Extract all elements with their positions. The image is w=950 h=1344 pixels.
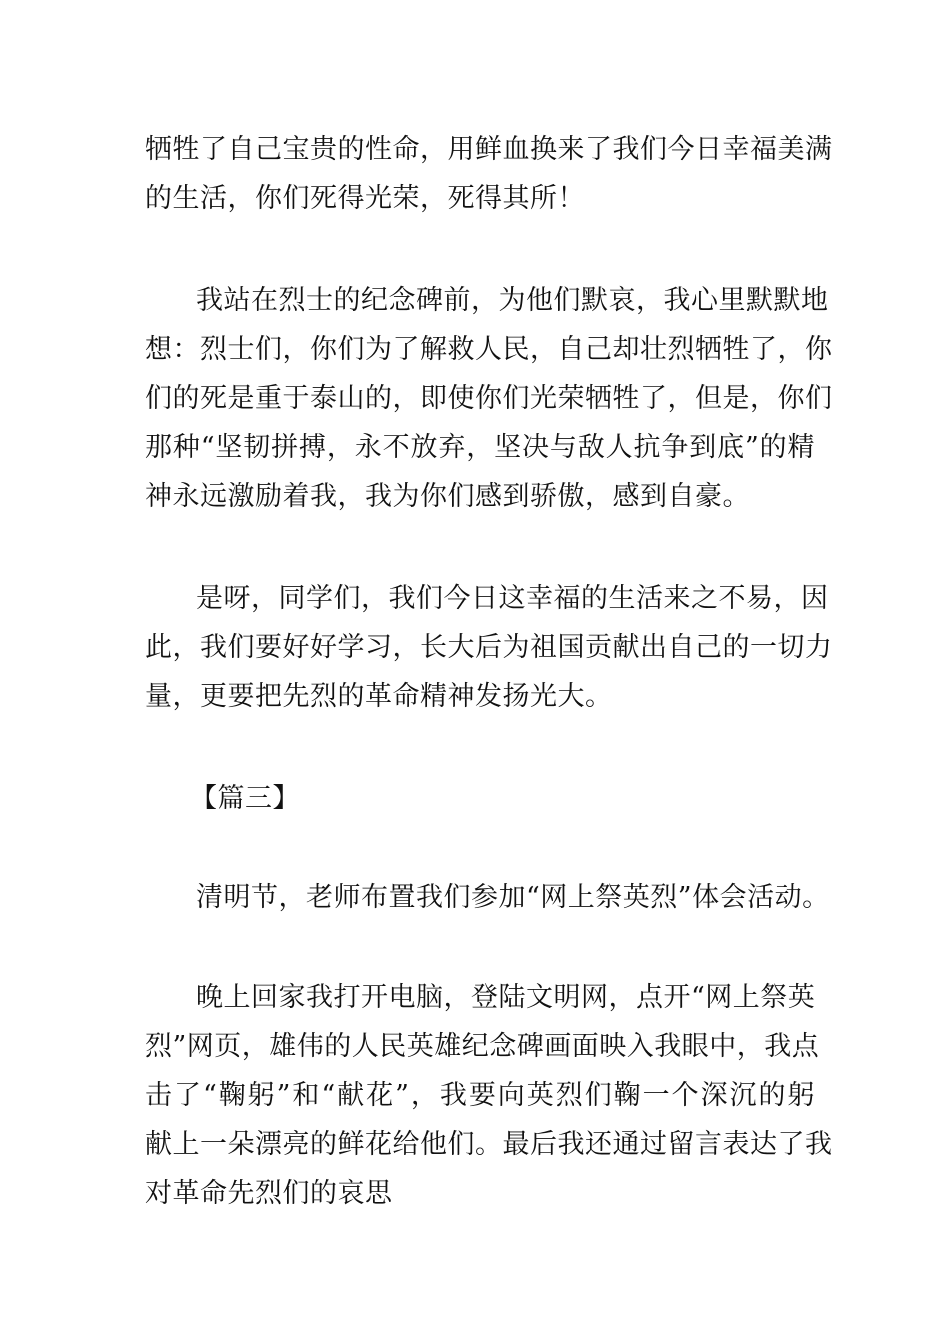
text-line: 对革命先烈们的哀思	[145, 1178, 393, 1209]
text-line: 击了“鞠躬”和“献花”，我要向英烈们鞠一个深沉的躬	[145, 1080, 815, 1111]
text-line: 我站在烈士的纪念碑前，为他们默哀，我心里默默地	[196, 285, 829, 316]
text-line: 是呀，同学们，我们今日这幸福的生活来之不易，因	[196, 583, 829, 614]
text-line: 此，我们要好好学习，长大后为祖国贡献出自己的一切力	[145, 632, 833, 663]
text-line: 的生活，你们死得光荣，死得其所！	[145, 183, 585, 214]
text-line: 想：烈士们，你们为了解救人民，自己却壮烈牺牲了，你	[145, 334, 833, 365]
text-line: 献上一朵漂亮的鲜花给他们。最后我还通过留言表达了我	[145, 1129, 833, 1160]
text-line: 们的死是重于泰山的，即使你们光荣牺牲了，但是，你们	[145, 383, 833, 414]
text-line: 神永远激励着我，我为你们感到骄傲，感到自豪。	[145, 481, 750, 512]
text-line: 清明节，老师布置我们参加“网上祭英烈”体会活动。	[196, 882, 830, 913]
text-line: 晚上回家我打开电脑，登陆文明网，点开“网上祭英	[196, 982, 816, 1013]
text-line: 烈”网页，雄伟的人民英雄纪念碑画面映入我眼中，我点	[145, 1031, 820, 1062]
text-line: 量，更要把先烈的革命精神发扬光大。	[145, 681, 613, 712]
text-line: 牺牲了自己宝贵的性命，用鲜血换来了我们今日幸福美满	[145, 134, 833, 165]
section-heading: 【篇三】	[190, 783, 300, 814]
text-line: 那种“坚韧拼搏，永不放弃，坚决与敌人抗争到底”的精	[145, 432, 815, 463]
